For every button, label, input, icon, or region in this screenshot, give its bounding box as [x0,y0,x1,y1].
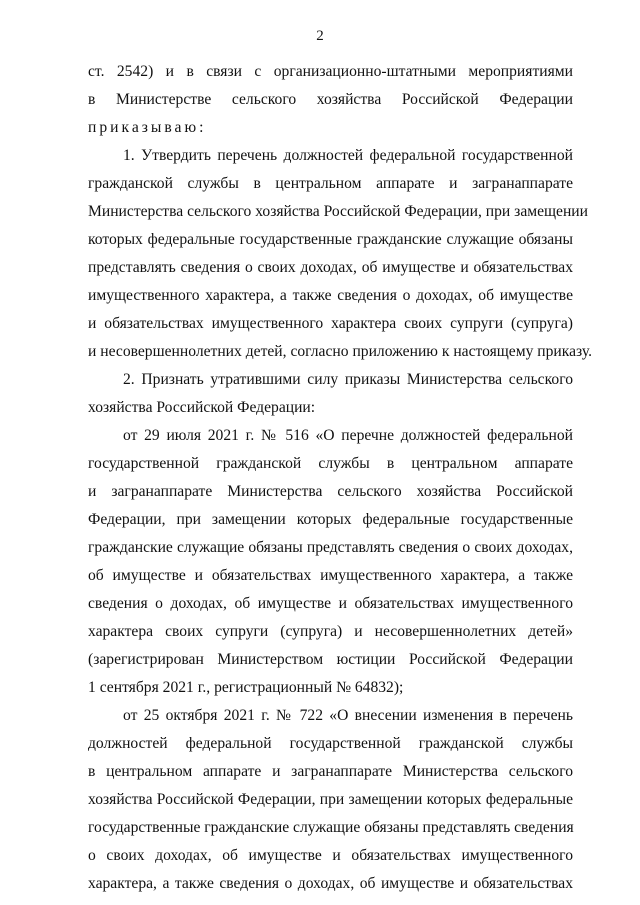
text-line: в Министерстве сельского хозяйства Российской Федерации [88,91,573,108]
text-line: характера, а также сведения о доходах, об имуществе и обязательствах [88,875,573,892]
text-line: 2. Признать утратившими силу приказы Министерства сельского [123,371,573,388]
text-line: государственной гражданской службы в центральном аппарате [88,455,573,472]
text-line: в центральном аппарате и загранаппарате Министерства сельского [88,763,573,780]
text-line: гражданские служащие обязаны представлять сведения о своих доходах, [88,539,573,556]
text-line: и загранаппарате Министерства сельского хозяйства Российской [88,483,573,500]
text-line: от 25 октября 2021 г. № 722 «О внесении изменения в перечень [123,707,573,724]
text-line: (зарегистрирован Министерством юстиции Российской Федерации [88,651,573,668]
text-line: которых федеральные государственные гражданские служащие обязаны [88,231,573,248]
text-line: представлять сведения о своих доходах, об имуществе и обязательствах [88,259,573,276]
text-line: имущественного характера, а также сведения о доходах, об имуществе [88,287,573,304]
text-line: гражданской службы в центральном аппарате и загранаппарате [88,175,573,192]
text-line: и обязательствах имущественного характера своих супруги (супруга) [88,315,573,332]
text-line: ст. 2542) и в связи с организационно-штатными мероприятиями [88,63,573,80]
text-line: Министерства сельского хозяйства Российской Федерации, при замещении [88,203,588,220]
text-line: Федерации, при замещении которых федеральные государственные [88,511,573,528]
text-line: и несовершеннолетних детей, согласно приложению к настоящему приказу. [88,343,592,360]
text-line: приказываю: [88,119,207,136]
text-line: должностей федеральной государственной гражданской службы [88,735,573,752]
text-line: 1. Утвердить перечень должностей федеральной государственной [123,147,573,164]
text-line: сведения о доходах, об имуществе и обязательствах имущественного [88,595,573,612]
text-line: о своих доходах, об имуществе и обязательствах имущественного [88,847,573,864]
text-line: 1 сентября 2021 г., регистрационный № 64832); [88,679,404,696]
text-line: от 29 июля 2021 г. № 516 «О перечне должностей федеральной [123,427,573,444]
text-line: хозяйства Российской Федерации: [88,399,316,416]
text-line: государственные гражданские служащие обязаны представлять сведения [88,819,574,836]
page-number: 2 [316,28,324,44]
document-body [88,58,592,898]
text-line: хозяйства Российской Федерации, при замещении которых федеральные [88,791,573,808]
text-line: об имуществе и обязательствах имущественного характера, а также [88,567,573,584]
text-line: характера своих супруги (супруга) и несовершеннолетних детей» [88,623,573,640]
